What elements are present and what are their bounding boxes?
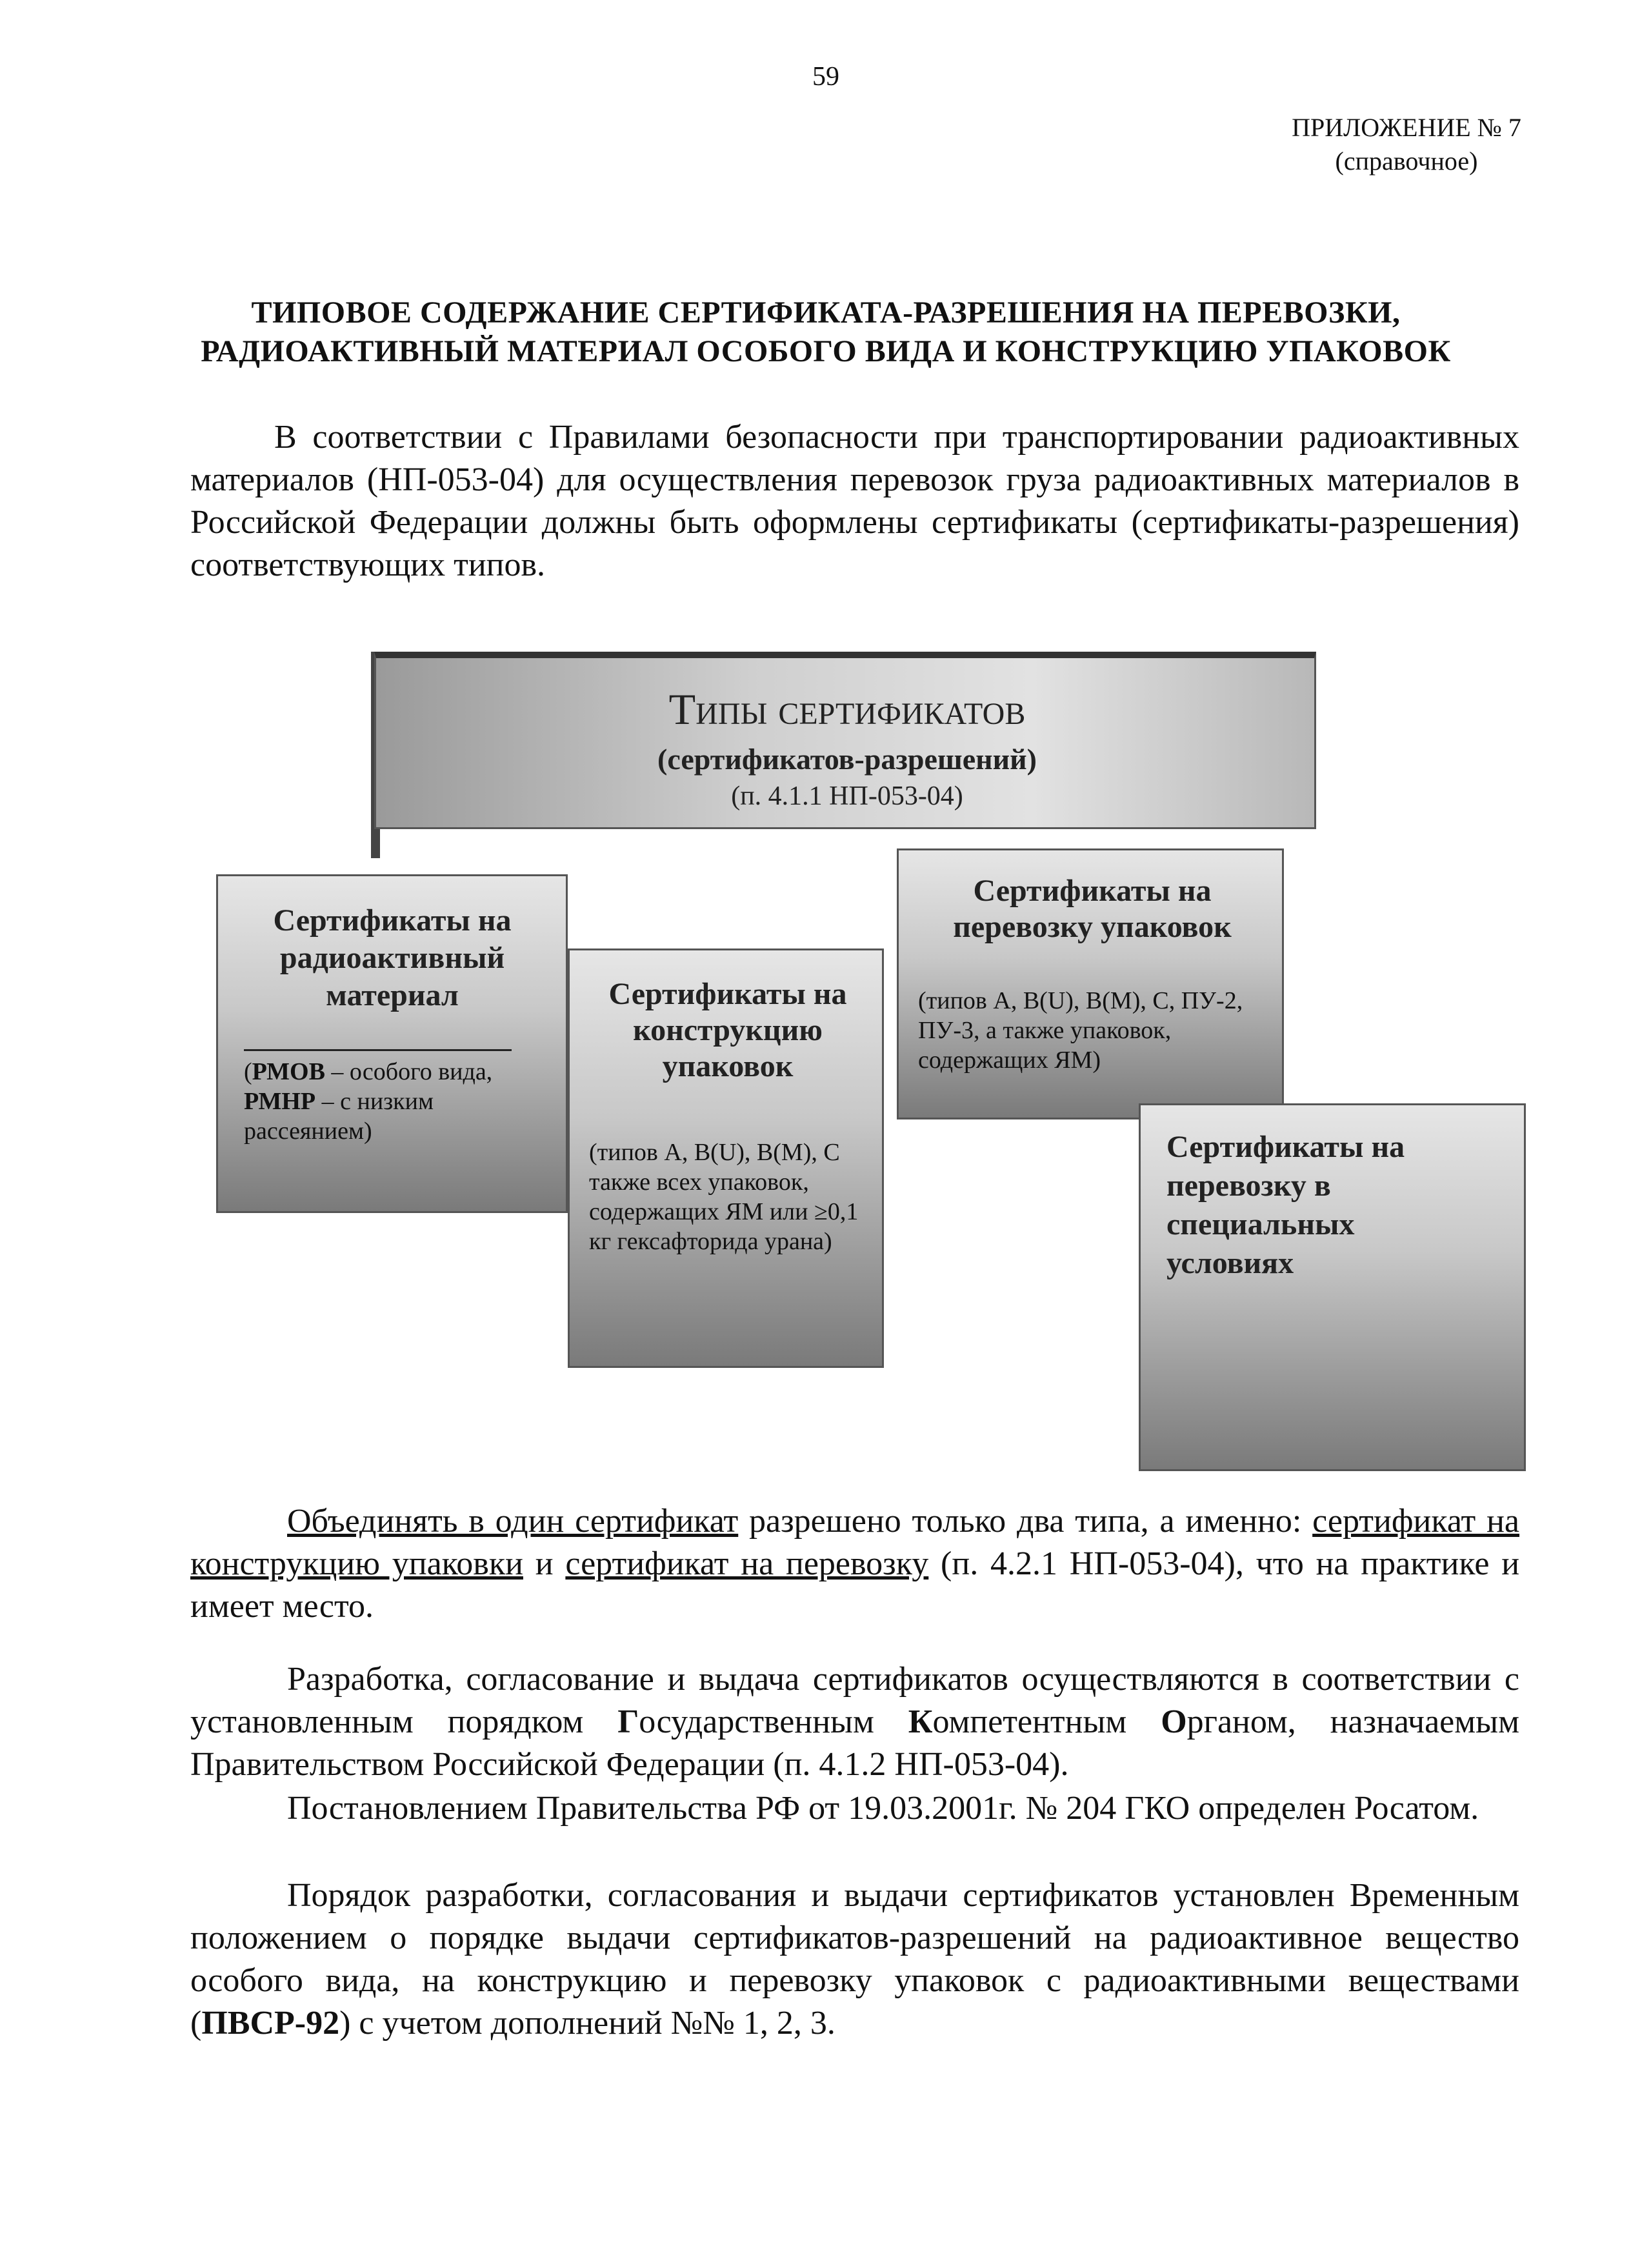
- header-subtitle: (сертификатов-разрешений): [657, 743, 1037, 776]
- box2-title: Сертификаты на конструкцию упаковок: [608, 977, 847, 1083]
- authority-bold-k: К: [908, 1703, 933, 1740]
- appendix-line1: ПРИЛОЖЕНИЕ № 7: [1292, 113, 1521, 142]
- box3-note: (типов А, В(U), В(М), С, ПУ-2, ПУ-3, а также упаковок, содержащих ЯМ): [918, 987, 1243, 1074]
- page-number: 59: [812, 62, 839, 92]
- box1-note-paren: (: [244, 1058, 252, 1085]
- title-line2: РАДИОАКТИВНЫЙ МАТЕРИАЛ ОСОБОГО ВИДА И КОНСТРУКЦИЮ УПАКОВОК: [201, 334, 1451, 368]
- box-package-design: [568, 948, 884, 1368]
- box2-note: (типов А, В(U), В(М), С также всех упаковок, содержащих ЯМ или ≥0,1 кг гексафторида урана): [589, 1139, 859, 1255]
- box1-note-rmov: РМОВ: [252, 1058, 325, 1085]
- procedure-bold-pvsr: ПВСР-92: [201, 2005, 340, 2042]
- document-title: [155, 294, 1497, 371]
- box1-note-text2: – с низким: [315, 1088, 434, 1115]
- procedure-text1: Порядок разработки, согласования и выдачи сертификатов установлен Временным положением о порядке выдачи сертификатов-разрешений на радиоактивное вещество особого вида, на конструкцию и перевозку упаковок с радиоактивными веществами (: [190, 1877, 1519, 2042]
- box-special-transport: [1139, 1103, 1526, 1471]
- box1-note-rmnr: РМНР: [244, 1088, 316, 1115]
- box1-title: Сертификаты на радиоактивный материал: [273, 903, 512, 1012]
- combine-text3: (п. 4.2.1 НП-053-04), что на практике и имеет место.: [190, 1545, 1520, 1625]
- combine-underline1: Объединять в один сертификат: [287, 1503, 739, 1540]
- box-package-transport: [897, 848, 1284, 1119]
- certificate-types-header: [374, 652, 1316, 829]
- authority-bold-g: Г: [617, 1703, 639, 1740]
- header-reference: (п. 4.1.1 НП-053-04): [731, 781, 963, 811]
- combine-text2: и: [523, 1545, 566, 1582]
- title-line1: ТИПОВОЕ СОДЕРЖАНИЕ СЕРТИФИКАТА-РАЗРЕШЕНИЯ НА ПЕРЕВОЗКИ,: [251, 296, 1401, 330]
- combine-text1: разрешено только два типа, а именно:: [738, 1503, 1313, 1540]
- box1-divider: [244, 1049, 512, 1051]
- box3-title: Сертификаты на перевозку упаковок: [953, 874, 1232, 944]
- authority-text4: рганом, назначаемым Правительством Российской Федерации (п. 4.1.2 НП-053-04).: [190, 1703, 1519, 1783]
- appendix-line2: (справочное): [1335, 146, 1478, 176]
- box1-note-text3: рассеянием): [244, 1118, 372, 1145]
- box1-note: [244, 1057, 560, 1146]
- combine-underline2: сертификат на конструкцию упаковки: [190, 1503, 1520, 1582]
- authority-text1: Разработка, согласование и выдача сертификатов осуществляются в соответствии с установленным порядком: [190, 1661, 1519, 1740]
- procedure-text2: ) с учетом дополнений №№ 1, 2, 3.: [339, 2005, 836, 2042]
- resolution-paragraph: Постановлением Правительства РФ от 19.03.2001г. № 204 ГКО определен Росатом.: [287, 1790, 1479, 1827]
- authority-bold-o: О: [1161, 1703, 1187, 1740]
- appendix-label: [1265, 111, 1548, 178]
- box1-note-text1: – особого вида,: [325, 1058, 493, 1085]
- box-radioactive-material: [216, 874, 568, 1213]
- combine-underline3: сертификат на перевозку: [565, 1545, 929, 1582]
- box4-title: Сертификаты на перевозку в специальных условиях: [1166, 1130, 1405, 1280]
- intro-paragraph: В соответствии с Правилами безопасности при транспортировании радиоактивных материалов (НП-053-04) для осуществления перевозок груза радиоактивных материалов в Российской Федерации должны быть оформлены сертификаты (сертификаты-разрешения) соответствующих типов.: [190, 419, 1519, 583]
- header-title: Типы сертификатов: [668, 685, 1026, 734]
- authority-paragraph: [190, 1658, 1519, 1786]
- combine-paragraph: [190, 1500, 1519, 1628]
- procedure-paragraph: [190, 1874, 1519, 2045]
- authority-text3: омпетентным: [932, 1703, 1161, 1740]
- authority-text2: осударственным: [639, 1703, 908, 1740]
